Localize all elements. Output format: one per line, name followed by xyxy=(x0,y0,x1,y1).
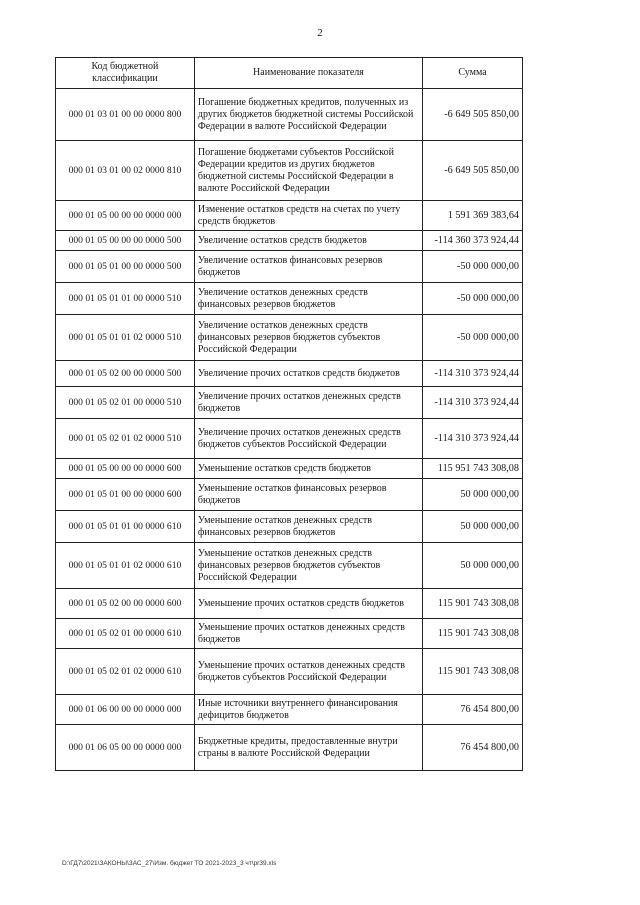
row-code: 000 01 05 01 00 00 0000 500 xyxy=(56,251,195,283)
row-name: Уменьшение прочих остатков денежных средств бюджетов xyxy=(194,619,422,649)
row-sum: -114 360 373 924,44 xyxy=(423,231,523,251)
row-sum: -50 000 000,00 xyxy=(423,315,523,361)
table-row xyxy=(56,201,523,231)
row-name: Увеличение прочих остатков средств бюджетов xyxy=(194,361,422,387)
row-sum: -50 000 000,00 xyxy=(423,251,523,283)
header-name: Наименование показателя xyxy=(194,58,422,89)
table-row xyxy=(56,89,523,141)
row-name: Иные источники внутреннего финансирования дефицитов бюджетов xyxy=(194,695,422,725)
header-code: Код бюджетной классификации xyxy=(56,58,195,89)
row-name: Бюджетные кредиты, предоставленные внутри страны в валюте Российской Федерации xyxy=(194,725,422,771)
table-row xyxy=(56,251,523,283)
page-number: 2 xyxy=(317,27,323,39)
row-code: 000 01 05 02 00 00 0000 600 xyxy=(56,589,195,619)
row-sum: 115 951 743 308,08 xyxy=(423,459,523,479)
table-row xyxy=(56,695,523,725)
table-row xyxy=(56,511,523,543)
row-name: Увеличение прочих остатков денежных средств бюджетов субъектов Российской Федерации xyxy=(194,419,422,459)
table-row xyxy=(56,459,523,479)
row-sum: 76 454 800,00 xyxy=(423,725,523,771)
row-code: 000 01 05 02 01 02 0000 510 xyxy=(56,419,195,459)
row-code: 000 01 05 02 01 00 0000 610 xyxy=(56,619,195,649)
table-row xyxy=(56,361,523,387)
row-code: 000 01 05 01 01 00 0000 510 xyxy=(56,283,195,315)
row-sum: 50 000 000,00 xyxy=(423,479,523,511)
row-sum: 115 901 743 308,08 xyxy=(423,619,523,649)
row-sum: 50 000 000,00 xyxy=(423,511,523,543)
row-name: Уменьшение остатков денежных средств финансовых резервов бюджетов субъектов Российской Федерации xyxy=(194,543,422,589)
row-code: 000 01 03 01 00 02 0000 810 xyxy=(56,141,195,201)
row-name: Уменьшение остатков денежных средств финансовых резервов бюджетов xyxy=(194,511,422,543)
row-sum: -6 649 505 850,00 xyxy=(423,141,523,201)
table-row xyxy=(56,649,523,695)
row-name: Уменьшение остатков средств бюджетов xyxy=(194,459,422,479)
table-row xyxy=(56,619,523,649)
header-sum: Сумма xyxy=(423,58,523,89)
row-name: Погашение бюджетных кредитов, полученных из других бюджетов бюджетной системы Российской Федерации в валюте Российской Федерации xyxy=(194,89,422,141)
row-name: Увеличение остатков финансовых резервов бюджетов xyxy=(194,251,422,283)
row-code: 000 01 05 01 01 02 0000 610 xyxy=(56,543,195,589)
row-code: 000 01 05 01 01 02 0000 510 xyxy=(56,315,195,361)
table-row xyxy=(56,315,523,361)
row-sum: 1 591 369 383,64 xyxy=(423,201,523,231)
table-row xyxy=(56,543,523,589)
row-sum: -114 310 373 924,44 xyxy=(423,361,523,387)
row-code: 000 01 03 01 00 00 0000 800 xyxy=(56,89,195,141)
table-row xyxy=(56,231,523,251)
row-name: Уменьшение прочих остатков средств бюджетов xyxy=(194,589,422,619)
table-header-row xyxy=(56,58,523,89)
table-row xyxy=(56,141,523,201)
row-code: 000 01 05 01 00 00 0000 600 xyxy=(56,479,195,511)
file-path-footer: D:\ГД7\2021\ЗАКОНЫ\ЗАС_27\Изм. бюджет ТО 2021-2023_3 чт\pr39.xls xyxy=(62,860,277,867)
budget-sources-table xyxy=(55,57,523,771)
row-name: Увеличение остатков средств бюджетов xyxy=(194,231,422,251)
row-sum: -114 310 373 924,44 xyxy=(423,419,523,459)
row-code: 000 01 05 00 00 00 0000 500 xyxy=(56,231,195,251)
row-sum: -114 310 373 924,44 xyxy=(423,387,523,419)
row-sum: 76 454 800,00 xyxy=(423,695,523,725)
row-name: Уменьшение остатков финансовых резервов бюджетов xyxy=(194,479,422,511)
row-sum: -6 649 505 850,00 xyxy=(423,89,523,141)
row-name: Увеличение прочих остатков денежных средств бюджетов xyxy=(194,387,422,419)
row-code: 000 01 05 00 00 00 0000 600 xyxy=(56,459,195,479)
table-row xyxy=(56,479,523,511)
table-row xyxy=(56,419,523,459)
row-name: Увеличение остатков денежных средств финансовых резервов бюджетов xyxy=(194,283,422,315)
row-code: 000 01 06 05 00 00 0000 000 xyxy=(56,725,195,771)
row-sum: 115 901 743 308,08 xyxy=(423,649,523,695)
row-code: 000 01 05 01 01 00 0000 610 xyxy=(56,511,195,543)
row-name: Изменение остатков средств на счетах по учету средств бюджетов xyxy=(194,201,422,231)
row-name: Погашение бюджетами субъектов Российской Федерации кредитов из других бюджетов бюджетной системы Российской Федерации в валюте Российской Федерации xyxy=(194,141,422,201)
row-code: 000 01 05 02 00 00 0000 500 xyxy=(56,361,195,387)
table-row xyxy=(56,283,523,315)
row-name: Увеличение остатков денежных средств финансовых резервов бюджетов субъектов Российской Федерации xyxy=(194,315,422,361)
row-name: Уменьшение прочих остатков денежных средств бюджетов субъектов Российской Федерации xyxy=(194,649,422,695)
table-row xyxy=(56,725,523,771)
row-code: 000 01 06 00 00 00 0000 000 xyxy=(56,695,195,725)
row-code: 000 01 05 00 00 00 0000 000 xyxy=(56,201,195,231)
row-sum: 115 901 743 308,08 xyxy=(423,589,523,619)
row-code: 000 01 05 02 01 02 0000 610 xyxy=(56,649,195,695)
table-row xyxy=(56,589,523,619)
table-body xyxy=(56,89,523,771)
row-code: 000 01 05 02 01 00 0000 510 xyxy=(56,387,195,419)
row-sum: -50 000 000,00 xyxy=(423,283,523,315)
table-row xyxy=(56,387,523,419)
row-sum: 50 000 000,00 xyxy=(423,543,523,589)
